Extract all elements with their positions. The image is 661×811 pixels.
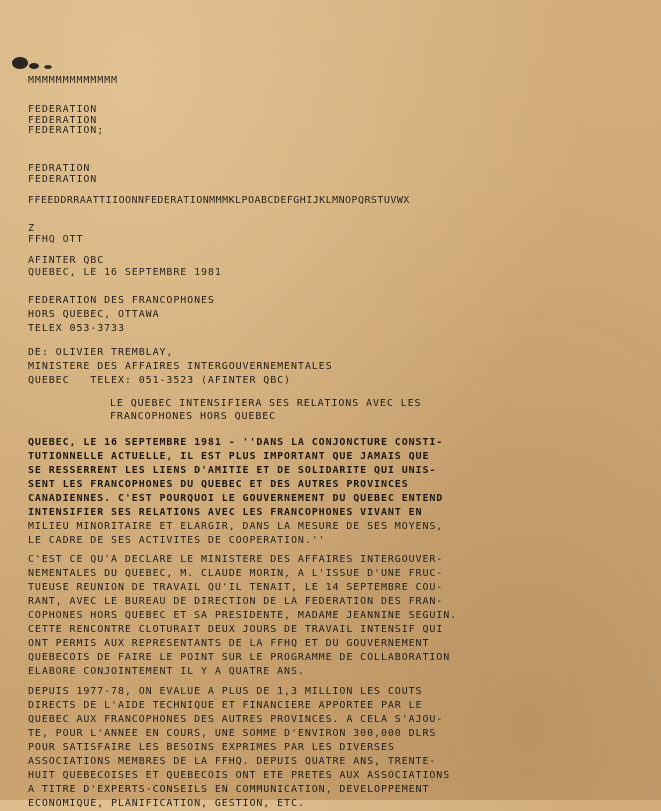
subject-line: FRANCOPHONES HORS QUEBEC xyxy=(110,411,277,422)
routing-code: FFHQ OTT xyxy=(28,234,84,245)
body-line: ELABORE CONJOINTEMENT IL Y A QUATRE ANS. xyxy=(28,666,305,677)
recipient-line: TELEX 053-3733 xyxy=(28,323,125,334)
body-line: COPHONES HORS QUEBEC ET SA PRESIDENTE, MADAME JEANNINE SEGUIN. xyxy=(28,610,458,621)
body-line: NEMENTALES DU QUEBEC, M. CLAUDE MORIN, A L'ISSUE D'UNE FRUC- xyxy=(28,568,444,579)
body-line: DIRECTS DE L'AIDE TECHNIQUE ET FINANCIERE APPORTEE PAR LE xyxy=(28,700,423,711)
body-line: QUEBEC AUX FRANCOPHONES DES AUTRES PROVINCES. A CELA S'AJOU- xyxy=(28,714,444,725)
body-line: DEPUIS 1977-78, ON EVALUE A PLUS DE 1,3 MILLION LES COUTS xyxy=(28,686,423,697)
body-line: TE, POUR L'ANNEE EN COURS, UNE SOMME D'ENVIRON 300,000 DLRS xyxy=(28,728,437,739)
test-string: FEDERATION xyxy=(28,115,98,126)
body-line: ECONOMIQUE, PLANIFICATION, GESTION, ETC. xyxy=(28,798,305,809)
routing-mark: Z xyxy=(28,223,35,234)
body-line: TUEUSE REUNION DE TRAVAIL QU'IL TENAIT, LE 14 SEPTEMBRE COU- xyxy=(28,582,444,593)
body-line: ASSOCIATIONS MEMBRES DE LA FFHQ. DEPUIS QUATRE ANS, TRENTE- xyxy=(28,756,437,767)
body-line: CANADIENNES. C'EST POURQUOI LE GOUVERNEMENT DU QUEBEC ENTEND xyxy=(28,493,444,504)
body-line: QUEBECOIS DE FAIRE LE POINT SUR LE PROGRAMME DE COLLABORATION xyxy=(28,652,451,663)
body-line: TUTIONNELLE ACTUELLE, IL EST PLUS IMPORTANT QUE JAMAIS QUE xyxy=(28,451,430,462)
body-line: LE CADRE DE SES ACTIVITES DE COOPERATION.'' xyxy=(28,535,326,546)
sender-line: DE: OLIVIER TREMBLAY, xyxy=(28,347,174,358)
recipient-line: HORS QUEBEC, OTTAWA xyxy=(28,309,160,320)
body-line: INTENSIFIER SES RELATIONS AVEC LES FRANCOPHONES VIVANT EN xyxy=(28,507,423,518)
body-line: A TITRE D'EXPERTS-CONSEILS EN COMMUNICATION, DEVELOPPEMENT xyxy=(28,784,430,795)
body-line: ONT PERMIS AUX REPRESENTANTS DE LA FFHQ ET DU GOUVERNEMENT xyxy=(28,638,430,649)
test-string: FEDERATION; xyxy=(28,125,105,136)
subject-line: LE QUEBEC INTENSIFIERA SES RELATIONS AVEC LES xyxy=(110,398,422,409)
test-string: MMMMMMMMMMMMM xyxy=(28,75,118,86)
test-string: FEDRATION xyxy=(28,163,91,174)
body-line: HUIT QUEBECOISES ET QUEBECOIS ONT ETE PRETES AUX ASSOCIATIONS xyxy=(28,770,451,781)
sender-code: AFINTER QBC xyxy=(28,255,105,266)
body-line: RANT, AVEC LE BUREAU DE DIRECTION DE LA FEDERATION DES FRAN- xyxy=(28,596,444,607)
body-line: SE RESSERRENT LES LIENS D'AMITIE ET DE SOLIDARITE QUI UNIS- xyxy=(28,465,437,476)
body-line: MILIEU MINORITAIRE ET ELARGIR, DANS LA MESURE DE SES MOYENS, xyxy=(28,521,444,532)
ink-blot-mark xyxy=(12,57,28,69)
test-string: FEDERATION xyxy=(28,104,98,115)
date-line: QUEBEC, LE 16 SEPTEMBRE 1981 xyxy=(28,267,222,278)
recipient-line: FEDERATION DES FRANCOPHONES xyxy=(28,295,215,306)
body-line: QUEBEC, LE 16 SEPTEMBRE 1981 - ''DANS LA CONJONCTURE CONSTI- xyxy=(28,437,444,448)
body-line: CETTE RENCONTRE CLOTURAIT DEUX JOURS DE TRAVAIL INTENSIF QUI xyxy=(28,624,444,635)
body-line: POUR SATISFAIRE LES BESOINS EXPRIMES PAR LES DIVERSES xyxy=(28,742,395,753)
test-string-long: FFEEDDRRAATTIIOONNFEDERATIONMMMKLPOABCDEFGHIJKLMNOPQRSTUVWX xyxy=(28,195,410,206)
body-line: SENT LES FRANCOPHONES DU QUEBEC ET DES AUTRES PROVINCES xyxy=(28,479,409,490)
sender-line: MINISTERE DES AFFAIRES INTERGOUVERNEMENTALES xyxy=(28,361,333,372)
body-line: C'EST CE QU'A DECLARE LE MINISTERE DES AFFAIRES INTERGOUVER- xyxy=(28,554,444,565)
test-string: FEDERATION xyxy=(28,174,98,185)
sender-line: QUEBEC TELEX: 051-3523 (AFINTER QBC) xyxy=(28,375,291,386)
